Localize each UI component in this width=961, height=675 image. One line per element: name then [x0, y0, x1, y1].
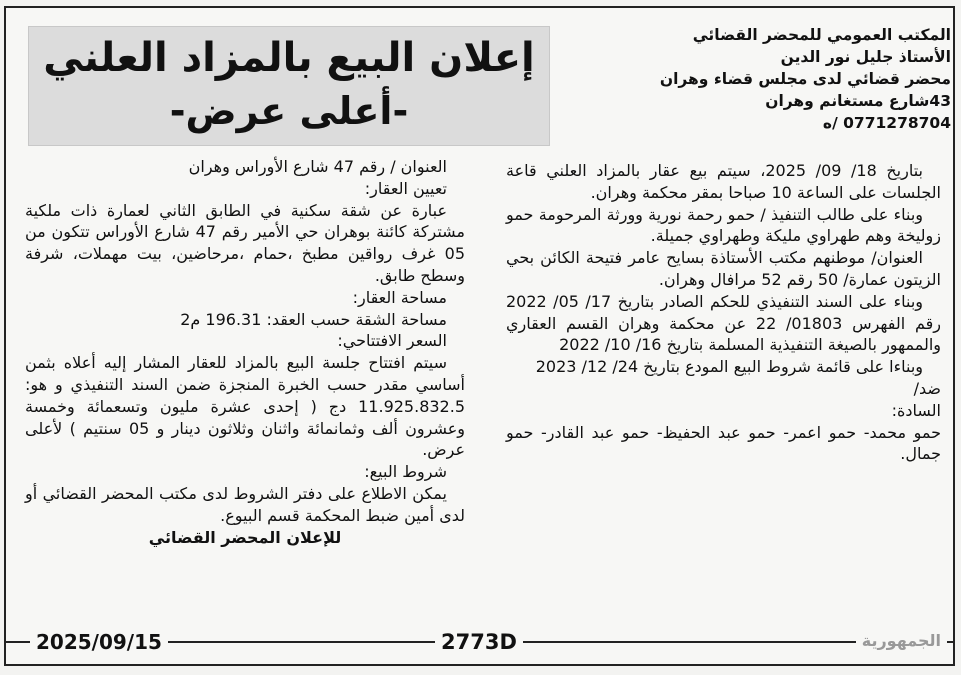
- signoff: للإعلان المحضر القضائي: [148, 527, 342, 547]
- right-column: [506, 160, 941, 465]
- designation-label: تعيين العقار:: [364, 178, 447, 198]
- header-line-name: الأستاذ جليل نور الدين: [780, 48, 951, 66]
- title-box: [28, 26, 550, 146]
- paragraph-gentlemen: السادة:: [891, 400, 941, 420]
- announcement-title: إعلان البيع بالمزاد العلني: [43, 35, 535, 81]
- price-text: سيتم افتتاح جلسة البيع بالمزاد للعقار المشار إليه أعلاه بثمن أساسي مقدر حسب الخبرة المنجزة ضمن السند التنفيذي و هو: 11.925.832.5 دج ( إحدى عشرة مليون وتسعمائة وخمسة وعشرون ألف وثمانمائة واثنان وثلاثون دينار و 05 سنتيم ) لأعلى عرض.: [25, 353, 465, 460]
- header-line-phone: 0771278704 /ه: [822, 114, 951, 132]
- paragraph-defendants: حمو محمد- حمو اعمر- حمو عبد الحفيظ- حمو عبد القادر- حمو جمال.: [506, 422, 941, 464]
- paragraph-sale-date: بتاريخ 18/ 09/ 2025، سيتم بيع عقار بالمزاد العلني قاعة الجلسات على الساعة 10 صباحا بمقر محكمة وهران.: [506, 161, 941, 202]
- paragraph-conditions-list: وبناءا على قائمة شروط البيع المودع بتاريخ 24/ 12/ 2023: [535, 357, 923, 377]
- header-line-title: محضر قضائي لدى مجلس قضاء وهران: [659, 70, 951, 88]
- conditions-label: شروط البيع:: [364, 462, 447, 482]
- bailiff-header: [651, 24, 951, 134]
- price-label: السعر الافتتاحي:: [337, 331, 447, 351]
- paragraph-applicant: وبناء على طالب التنفيذ / حمو رحمة نورية وورثة المرحومة حمو زوليخة وهم طهراوي مليكة وطهراوي جميلة.: [506, 204, 941, 246]
- left-column: [25, 156, 465, 548]
- header-line-office: المكتب العمومي للمحضر القضائي: [692, 26, 951, 44]
- area-label: مساحة العقار:: [352, 287, 447, 307]
- paragraph-enforcement-title: وبناء على السند التنفيذي للحكم الصادر بتاريخ 17/ 05/ 2022 رقم الفهرس 01803/ 22 عن محكمة وهران القسم العقاري والممهور بالصيغة التنفيذية المسلمة بتاريخ 16/ 10/ 2022: [506, 291, 942, 355]
- property-address: العنوان / رقم 47 شارع الأوراس وهران: [188, 157, 447, 176]
- footer-ad-code: 2773D: [435, 630, 523, 654]
- newspaper-logo: الجمهورية: [856, 631, 947, 650]
- designation-text: عبارة عن شقة سكنية في الطابق الثاني لعمارة ذات ملكية مشتركة كائنة بوهران حي الأمير رقم 47 شارع الأوراس تتكون من 05 غرف رواقين مطبخ ،حمام ،مرحاضين، بيت مهملات، شرفة وسطح طابق.: [25, 200, 465, 285]
- area-text: مساحة الشقة حسب العقد: 196.31 م2: [180, 309, 447, 329]
- conditions-text: يمكن الاطلاع على دفتر الشروط لدى مكتب المحضر القضائي أو لدى أمين ضبط المحكمة قسم البيوع.: [25, 483, 465, 525]
- header-line-address: 43شارع مستغانم وهران: [765, 92, 951, 110]
- announcement-subtitle: -أعلى عرض-: [169, 89, 409, 133]
- paragraph-against: ضد/: [913, 378, 941, 398]
- footer-date: 2025/09/15: [30, 630, 168, 654]
- paragraph-applicant-address: العنوان/ موطنهم مكتب الأستاذة بسايح عامر فتيحة الكائن بحي الزيتون عمارة/ 50 رقم 52 مرافال وهران.: [506, 248, 941, 289]
